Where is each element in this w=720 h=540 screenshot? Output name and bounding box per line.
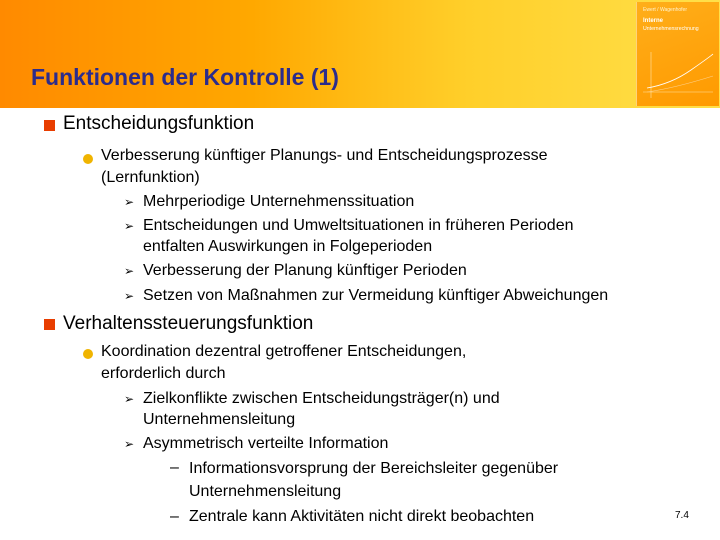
dash-bullet: – <box>170 459 179 476</box>
slide-title: Funktionen der Kontrolle (1) <box>31 64 339 90</box>
arrow-item: Setzen von Maßnahmen zur Vermeidung künftiger Abweichungen <box>143 287 609 304</box>
arrow-item: Zielkonflikte zwischen Entscheidungsträger(n) und <box>143 390 500 407</box>
round-bullet <box>83 349 93 359</box>
sub-point-line: Verbesserung künftiger Planungs- und Entscheidungsprozesse <box>101 147 548 164</box>
arrow-bullet-icon: ➢ <box>124 195 135 209</box>
square-bullet <box>44 319 55 330</box>
square-bullet <box>44 120 55 131</box>
dash-item: Informationsvorsprung der Bereichsleiter gegenüber <box>189 460 559 477</box>
section-heading-verhaltenssteuerung: Verhaltenssteuerungsfunktion <box>63 313 314 334</box>
arrow-item-continuation: entfalten Auswirkungen in Folgeperioden <box>143 238 433 255</box>
book-author: Ewert / Wagenhofer <box>643 7 688 13</box>
arrow-item-continuation: Unternehmensleitung <box>143 411 296 428</box>
arrow-bullet-icon: ➢ <box>124 289 135 303</box>
arrow-bullet-icon: ➢ <box>124 392 135 406</box>
sub-point-line: Koordination dezentral getroffener Entscheidungen, <box>101 343 467 360</box>
book-title-line1: Interne <box>643 18 664 24</box>
page-number: 7.4 <box>675 510 689 521</box>
arrow-item: Mehrperiodige Unternehmenssituation <box>143 193 415 210</box>
dash-item: Zentrale kann Aktivitäten nicht direkt beobachten <box>189 508 535 525</box>
dash-item-continuation: Unternehmensleitung <box>189 483 342 500</box>
arrow-bullet-icon: ➢ <box>124 437 135 451</box>
sub-point-line: (Lernfunktion) <box>101 169 200 186</box>
round-bullet <box>83 154 93 164</box>
dash-bullet: – <box>170 508 179 525</box>
section-heading-entscheidung: Entscheidungsfunktion <box>63 113 255 134</box>
sub-point-line: erforderlich durch <box>101 365 226 382</box>
arrow-bullet-icon: ➢ <box>124 219 135 233</box>
arrow-item: Verbesserung der Planung künftiger Perioden <box>143 262 467 279</box>
book-title-line2: Unternehmensrechnung <box>643 26 699 32</box>
arrow-item: Entscheidungen und Umweltsituationen in früheren Perioden <box>143 217 574 234</box>
arrow-bullet-icon: ➢ <box>124 264 135 278</box>
arrow-item: Asymmetrisch verteilte Information <box>143 435 389 452</box>
